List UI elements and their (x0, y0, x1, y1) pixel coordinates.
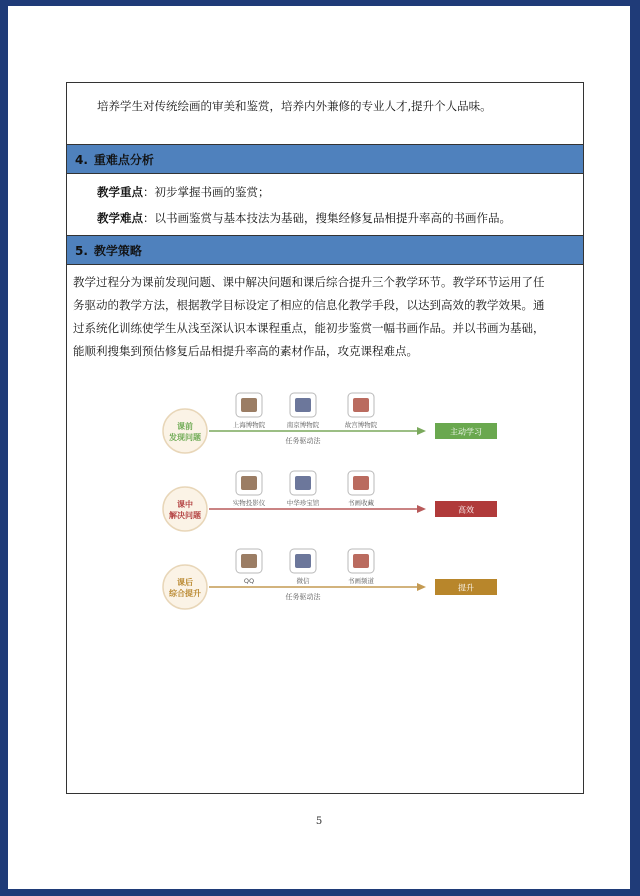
tool-label: QQ (243, 577, 255, 585)
method-label: 任务驱动法 (285, 437, 321, 445)
palace-icon-glyph (353, 398, 369, 412)
tool-label: 故宫博物院 (344, 421, 378, 429)
tool-label: 实物投影仪 (232, 499, 266, 507)
stage-name-line2: 发现问题 (169, 433, 201, 442)
teaching-strategy-diagram (147, 383, 507, 623)
strategy-line: 教学过程分为课前发现问题、课中解决问题和课后综合提升三个教学环节。教学环节运用了任 (73, 275, 545, 289)
section-5-number: 5. (75, 244, 88, 258)
stage-arrow-head (417, 427, 426, 435)
strategy-line: 能顺利搜集到预估修复后品相提升率高的素材作品，攻克课程难点。 (73, 344, 418, 358)
section-5-header (67, 235, 583, 265)
treasure-icon-glyph (295, 476, 311, 490)
tool-label: 中华珍宝馆 (286, 499, 320, 507)
section-5-title: 教学策略 (93, 244, 142, 258)
outcome-label: 主动学习 (450, 427, 482, 437)
stage-circle (163, 409, 207, 453)
wechat-icon-glyph (295, 554, 311, 568)
key-point-text: ：初步掌握书画的鉴赏； (143, 185, 270, 199)
document-page (8, 6, 630, 889)
strategy-line: 过系统化训练使学生从浅至深认识本课程重点，能初步鉴赏一幅书画作品。并以书画为基础， (73, 321, 545, 335)
tool-label: 上海博物院 (232, 421, 266, 429)
tool-label: 书画收藏 (348, 499, 374, 507)
stage-arrow-head (417, 583, 426, 591)
difficulty-text: ：以书画鉴赏与基本技法为基础，搜集经修复品相提升率高的书画作品。 (143, 211, 511, 225)
museum-icon-glyph (295, 398, 311, 412)
page-number: 5 (315, 816, 323, 827)
key-point-label: 教学重点 (97, 185, 143, 199)
difficulty-label: 教学难点 (97, 211, 143, 225)
stage-arrow-head (417, 505, 426, 513)
tool-label: 书画频道 (348, 577, 374, 585)
tv-channel-icon-glyph (353, 554, 369, 568)
key-point-line (67, 181, 583, 204)
stage-circle (163, 565, 207, 609)
outcome-label: 高效 (458, 505, 474, 515)
intro-line: 培养学生对传统绘画的审美和鉴赏，培养内外兼修的专业人才,提升个人品味。 (97, 99, 492, 113)
qq-icon-glyph (241, 554, 257, 568)
projector-icon-glyph (241, 476, 257, 490)
difficulty-line (67, 207, 583, 230)
collection-icon-glyph (353, 476, 369, 490)
tool-label: 南京博物院 (286, 421, 320, 429)
strategy-paragraph (67, 271, 583, 363)
strategy-line: 务驱动的教学方法，根据教学目标设定了相应的信息化教学手段，以达到高效的教学效果。通 (73, 298, 545, 312)
section-4-title: 重难点分析 (93, 153, 154, 167)
section-4-number: 4. (75, 153, 88, 167)
stage-circle (163, 487, 207, 531)
museum-icon-glyph (241, 398, 257, 412)
stage-name-line1: 课后 (177, 578, 193, 587)
stage-name-line1: 课前 (177, 422, 193, 431)
outcome-label: 提升 (458, 583, 474, 593)
section-4-header (67, 144, 583, 174)
tool-label: 微信 (296, 577, 310, 585)
method-label: 任务驱动法 (285, 593, 321, 601)
stage-name-line2: 解决问题 (169, 511, 201, 520)
stage-name-line2: 综合提升 (169, 589, 201, 598)
stage-name-line1: 课中 (177, 500, 193, 509)
content-table (66, 82, 584, 794)
